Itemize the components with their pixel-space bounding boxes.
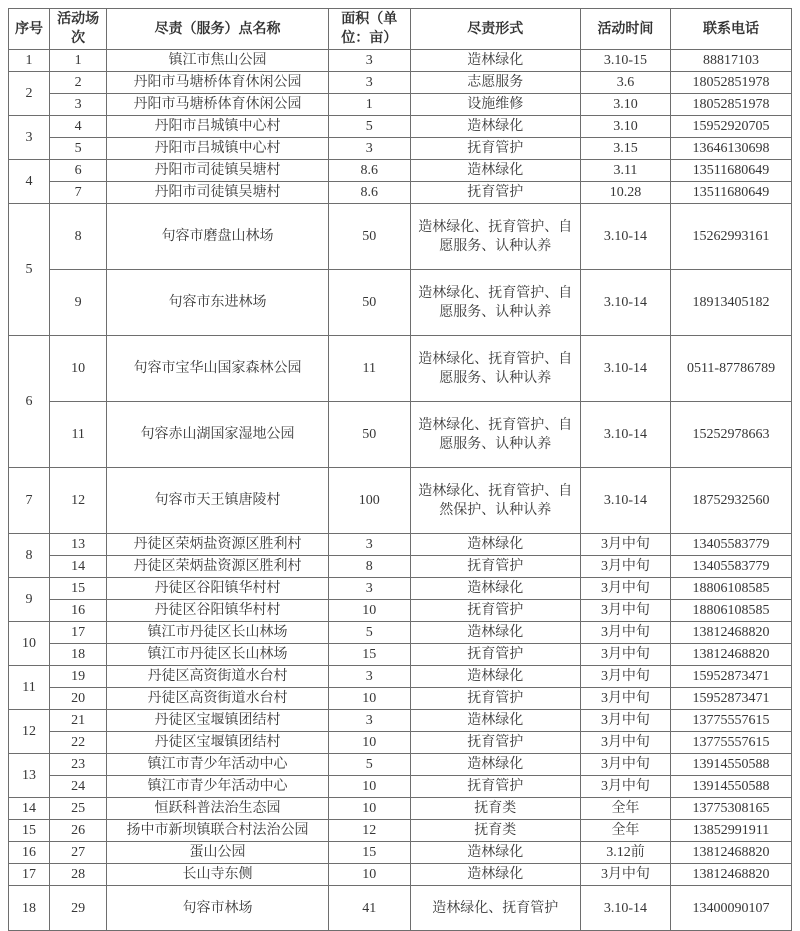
area-cell: 5 (328, 116, 410, 138)
table-row (9, 666, 792, 688)
phone-cell: 15252978663 (671, 402, 792, 468)
phone-cell: 13775557615 (671, 732, 792, 754)
area-cell: 8.6 (328, 160, 410, 182)
time-cell: 10.28 (580, 182, 670, 204)
form-cell: 抚育类 (410, 798, 580, 820)
area-cell: 12 (328, 820, 410, 842)
session-cell: 18 (49, 644, 106, 666)
area-cell: 10 (328, 600, 410, 622)
table-row (9, 116, 792, 138)
phone-cell: 13914550588 (671, 754, 792, 776)
site-name-cell: 恒跃科普法治生态园 (107, 798, 328, 820)
phone-cell: 13511680649 (671, 182, 792, 204)
table-row (9, 842, 792, 864)
form-cell: 造林绿化 (410, 622, 580, 644)
form-cell: 造林绿化 (410, 666, 580, 688)
phone-cell: 13812468820 (671, 864, 792, 886)
area-cell: 41 (328, 886, 410, 931)
phone-cell: 13914550588 (671, 776, 792, 798)
header-area: 面积（单位：亩） (328, 9, 410, 50)
table-row (9, 886, 792, 931)
time-cell: 3月中旬 (580, 556, 670, 578)
phone-cell: 13812468820 (671, 644, 792, 666)
form-cell: 造林绿化 (410, 534, 580, 556)
site-name-cell: 句容市天王镇唐陵村 (107, 468, 328, 534)
session-cell: 16 (49, 600, 106, 622)
site-name-cell: 镇江市丹徒区长山林场 (107, 644, 328, 666)
site-name-cell: 丹阳市马塘桥体育休闲公园 (107, 94, 328, 116)
form-cell: 抚育管护 (410, 644, 580, 666)
time-cell: 3月中旬 (580, 644, 670, 666)
phone-cell: 18913405182 (671, 270, 792, 336)
serial-cell: 13 (9, 754, 50, 798)
session-cell: 7 (49, 182, 106, 204)
area-cell: 5 (328, 622, 410, 644)
phone-cell: 13511680649 (671, 160, 792, 182)
table-row (9, 402, 792, 468)
time-cell: 3.10-14 (580, 336, 670, 402)
area-cell: 8.6 (328, 182, 410, 204)
form-cell: 造林绿化 (410, 710, 580, 732)
time-cell: 3月中旬 (580, 732, 670, 754)
phone-cell: 13852991911 (671, 820, 792, 842)
serial-cell: 17 (9, 864, 50, 886)
area-cell: 10 (328, 688, 410, 710)
form-cell: 造林绿化、抚育管护、自愿服务、认种认养 (410, 204, 580, 270)
time-cell: 3月中旬 (580, 666, 670, 688)
form-cell: 抚育管护 (410, 556, 580, 578)
serial-cell: 3 (9, 116, 50, 160)
form-cell: 抚育类 (410, 820, 580, 842)
phone-cell: 18052851978 (671, 94, 792, 116)
serial-cell: 11 (9, 666, 50, 710)
area-cell: 8 (328, 556, 410, 578)
table-row (9, 820, 792, 842)
site-name-cell: 丹徒区荣炳盐资源区胜利村 (107, 556, 328, 578)
phone-cell: 13775308165 (671, 798, 792, 820)
session-cell: 11 (49, 402, 106, 468)
time-cell: 全年 (580, 798, 670, 820)
session-cell: 5 (49, 138, 106, 160)
table-row (9, 864, 792, 886)
form-cell: 造林绿化 (410, 754, 580, 776)
serial-cell: 12 (9, 710, 50, 754)
site-name-cell: 丹徒区谷阳镇华村村 (107, 578, 328, 600)
table-row (9, 798, 792, 820)
form-cell: 造林绿化 (410, 116, 580, 138)
session-cell: 17 (49, 622, 106, 644)
session-cell: 15 (49, 578, 106, 600)
form-cell: 抚育管护 (410, 732, 580, 754)
serial-cell: 4 (9, 160, 50, 204)
time-cell: 3.10-14 (580, 402, 670, 468)
site-name-cell: 丹阳市吕城镇中心村 (107, 116, 328, 138)
time-cell: 3月中旬 (580, 776, 670, 798)
session-cell: 23 (49, 754, 106, 776)
serial-cell: 8 (9, 534, 50, 578)
time-cell: 3.10-14 (580, 270, 670, 336)
serial-cell: 14 (9, 798, 50, 820)
form-cell: 抚育管护 (410, 688, 580, 710)
site-name-cell: 丹徒区高资街道水台村 (107, 666, 328, 688)
phone-cell: 13646130698 (671, 138, 792, 160)
site-name-cell: 丹徒区荣炳盐资源区胜利村 (107, 534, 328, 556)
session-cell: 6 (49, 160, 106, 182)
session-cell: 2 (49, 72, 106, 94)
session-cell: 20 (49, 688, 106, 710)
site-name-cell: 句容赤山湖国家湿地公园 (107, 402, 328, 468)
table-row (9, 50, 792, 72)
phone-cell: 15952920705 (671, 116, 792, 138)
area-cell: 15 (328, 644, 410, 666)
table-row (9, 72, 792, 94)
time-cell: 3月中旬 (580, 534, 670, 556)
form-cell: 抚育管护 (410, 138, 580, 160)
header-serial: 序号 (9, 9, 50, 50)
time-cell: 3月中旬 (580, 864, 670, 886)
site-name-cell: 句容市东进林场 (107, 270, 328, 336)
table-row (9, 710, 792, 732)
phone-cell: 13400090107 (671, 886, 792, 931)
table-row (9, 644, 792, 666)
time-cell: 3月中旬 (580, 578, 670, 600)
serial-cell: 1 (9, 50, 50, 72)
site-name-cell: 丹徒区宝堰镇团结村 (107, 710, 328, 732)
phone-cell: 18752932560 (671, 468, 792, 534)
table-header (9, 9, 792, 50)
time-cell: 3.10 (580, 94, 670, 116)
table-row (9, 94, 792, 116)
serial-cell: 15 (9, 820, 50, 842)
session-cell: 22 (49, 732, 106, 754)
table-row (9, 622, 792, 644)
table-row (9, 534, 792, 556)
serial-cell: 5 (9, 204, 50, 336)
session-cell: 4 (49, 116, 106, 138)
form-cell: 抚育管护 (410, 182, 580, 204)
site-name-cell: 句容市磨盘山林场 (107, 204, 328, 270)
area-cell: 100 (328, 468, 410, 534)
time-cell: 3.10 (580, 116, 670, 138)
table-row (9, 204, 792, 270)
area-cell: 3 (328, 710, 410, 732)
serial-cell: 7 (9, 468, 50, 534)
table-row (9, 732, 792, 754)
area-cell: 10 (328, 776, 410, 798)
session-cell: 29 (49, 886, 106, 931)
form-cell: 造林绿化、抚育管护、自愿服务、认种认养 (410, 270, 580, 336)
site-name-cell: 丹阳市司徒镇吴塘村 (107, 160, 328, 182)
session-cell: 10 (49, 336, 106, 402)
site-name-cell: 丹徒区宝堰镇团结村 (107, 732, 328, 754)
session-cell: 26 (49, 820, 106, 842)
session-cell: 8 (49, 204, 106, 270)
area-cell: 1 (328, 94, 410, 116)
area-cell: 50 (328, 270, 410, 336)
area-cell: 3 (328, 50, 410, 72)
header-session: 活动场次 (49, 9, 106, 50)
session-cell: 3 (49, 94, 106, 116)
header-form: 尽责形式 (410, 9, 580, 50)
session-cell: 28 (49, 864, 106, 886)
phone-cell: 18806108585 (671, 578, 792, 600)
session-cell: 13 (49, 534, 106, 556)
form-cell: 造林绿化、抚育管护、自愿服务、认种认养 (410, 402, 580, 468)
session-cell: 1 (49, 50, 106, 72)
time-cell: 3月中旬 (580, 754, 670, 776)
form-cell: 抚育管护 (410, 600, 580, 622)
area-cell: 11 (328, 336, 410, 402)
form-cell: 志愿服务 (410, 72, 580, 94)
table-row (9, 336, 792, 402)
area-cell: 3 (328, 72, 410, 94)
time-cell: 3月中旬 (580, 688, 670, 710)
table-row (9, 160, 792, 182)
site-name-cell: 丹阳市吕城镇中心村 (107, 138, 328, 160)
table-row (9, 138, 792, 160)
form-cell: 造林绿化 (410, 578, 580, 600)
area-cell: 3 (328, 138, 410, 160)
header-phone: 联系电话 (671, 9, 792, 50)
session-cell: 12 (49, 468, 106, 534)
table-row (9, 578, 792, 600)
form-cell: 造林绿化、抚育管护 (410, 886, 580, 931)
area-cell: 50 (328, 204, 410, 270)
form-cell: 造林绿化 (410, 50, 580, 72)
area-cell: 3 (328, 666, 410, 688)
phone-cell: 15952873471 (671, 666, 792, 688)
phone-cell: 15952873471 (671, 688, 792, 710)
area-cell: 15 (328, 842, 410, 864)
time-cell: 3月中旬 (580, 600, 670, 622)
form-cell: 造林绿化、抚育管护、自愿服务、认种认养 (410, 336, 580, 402)
serial-cell: 6 (9, 336, 50, 468)
phone-cell: 18806108585 (671, 600, 792, 622)
site-name-cell: 句容市林场 (107, 886, 328, 931)
session-cell: 19 (49, 666, 106, 688)
activity-table (8, 8, 792, 931)
time-cell: 全年 (580, 820, 670, 842)
area-cell: 50 (328, 402, 410, 468)
table-row (9, 556, 792, 578)
session-cell: 14 (49, 556, 106, 578)
phone-cell: 15262993161 (671, 204, 792, 270)
site-name-cell: 丹徒区谷阳镇华村村 (107, 600, 328, 622)
form-cell: 造林绿化 (410, 864, 580, 886)
time-cell: 3.11 (580, 160, 670, 182)
table-row (9, 776, 792, 798)
time-cell: 3.10-15 (580, 50, 670, 72)
table-row (9, 754, 792, 776)
table-row (9, 600, 792, 622)
phone-cell: 0511-87786789 (671, 336, 792, 402)
site-name-cell: 镇江市青少年活动中心 (107, 776, 328, 798)
form-cell: 造林绿化 (410, 842, 580, 864)
session-cell: 24 (49, 776, 106, 798)
site-name-cell: 长山寺东侧 (107, 864, 328, 886)
time-cell: 3.12前 (580, 842, 670, 864)
site-name-cell: 丹阳市司徒镇吴塘村 (107, 182, 328, 204)
table-row (9, 468, 792, 534)
session-cell: 21 (49, 710, 106, 732)
serial-cell: 10 (9, 622, 50, 666)
time-cell: 3.10-14 (580, 886, 670, 931)
phone-cell: 13405583779 (671, 534, 792, 556)
header-row (9, 9, 792, 50)
time-cell: 3.15 (580, 138, 670, 160)
header-site-name: 尽责（服务）点名称 (107, 9, 328, 50)
area-cell: 5 (328, 754, 410, 776)
serial-cell: 2 (9, 72, 50, 116)
site-name-cell: 丹阳市马塘桥体育休闲公园 (107, 72, 328, 94)
area-cell: 10 (328, 732, 410, 754)
site-name-cell: 镇江市丹徒区长山林场 (107, 622, 328, 644)
form-cell: 抚育管护 (410, 776, 580, 798)
phone-cell: 13812468820 (671, 622, 792, 644)
phone-cell: 13775557615 (671, 710, 792, 732)
area-cell: 3 (328, 578, 410, 600)
table-row (9, 688, 792, 710)
site-name-cell: 镇江市焦山公园 (107, 50, 328, 72)
site-name-cell: 蛋山公园 (107, 842, 328, 864)
site-name-cell: 镇江市青少年活动中心 (107, 754, 328, 776)
form-cell: 造林绿化 (410, 160, 580, 182)
table-row (9, 270, 792, 336)
table-body (9, 50, 792, 931)
phone-cell: 13812468820 (671, 842, 792, 864)
site-name-cell: 句容市宝华山国家森林公园 (107, 336, 328, 402)
site-name-cell: 丹徒区高资街道水台村 (107, 688, 328, 710)
phone-cell: 13405583779 (671, 556, 792, 578)
area-cell: 10 (328, 798, 410, 820)
table-row (9, 182, 792, 204)
site-name-cell: 扬中市新坝镇联合村法治公园 (107, 820, 328, 842)
time-cell: 3.10-14 (580, 204, 670, 270)
session-cell: 25 (49, 798, 106, 820)
session-cell: 27 (49, 842, 106, 864)
form-cell: 造林绿化、抚育管护、自然保护、认种认养 (410, 468, 580, 534)
header-time: 活动时间 (580, 9, 670, 50)
area-cell: 10 (328, 864, 410, 886)
phone-cell: 88817103 (671, 50, 792, 72)
form-cell: 设施维修 (410, 94, 580, 116)
phone-cell: 18052851978 (671, 72, 792, 94)
time-cell: 3.6 (580, 72, 670, 94)
serial-cell: 9 (9, 578, 50, 622)
time-cell: 3.10-14 (580, 468, 670, 534)
time-cell: 3月中旬 (580, 710, 670, 732)
area-cell: 3 (328, 534, 410, 556)
time-cell: 3月中旬 (580, 622, 670, 644)
serial-cell: 18 (9, 886, 50, 931)
serial-cell: 16 (9, 842, 50, 864)
session-cell: 9 (49, 270, 106, 336)
